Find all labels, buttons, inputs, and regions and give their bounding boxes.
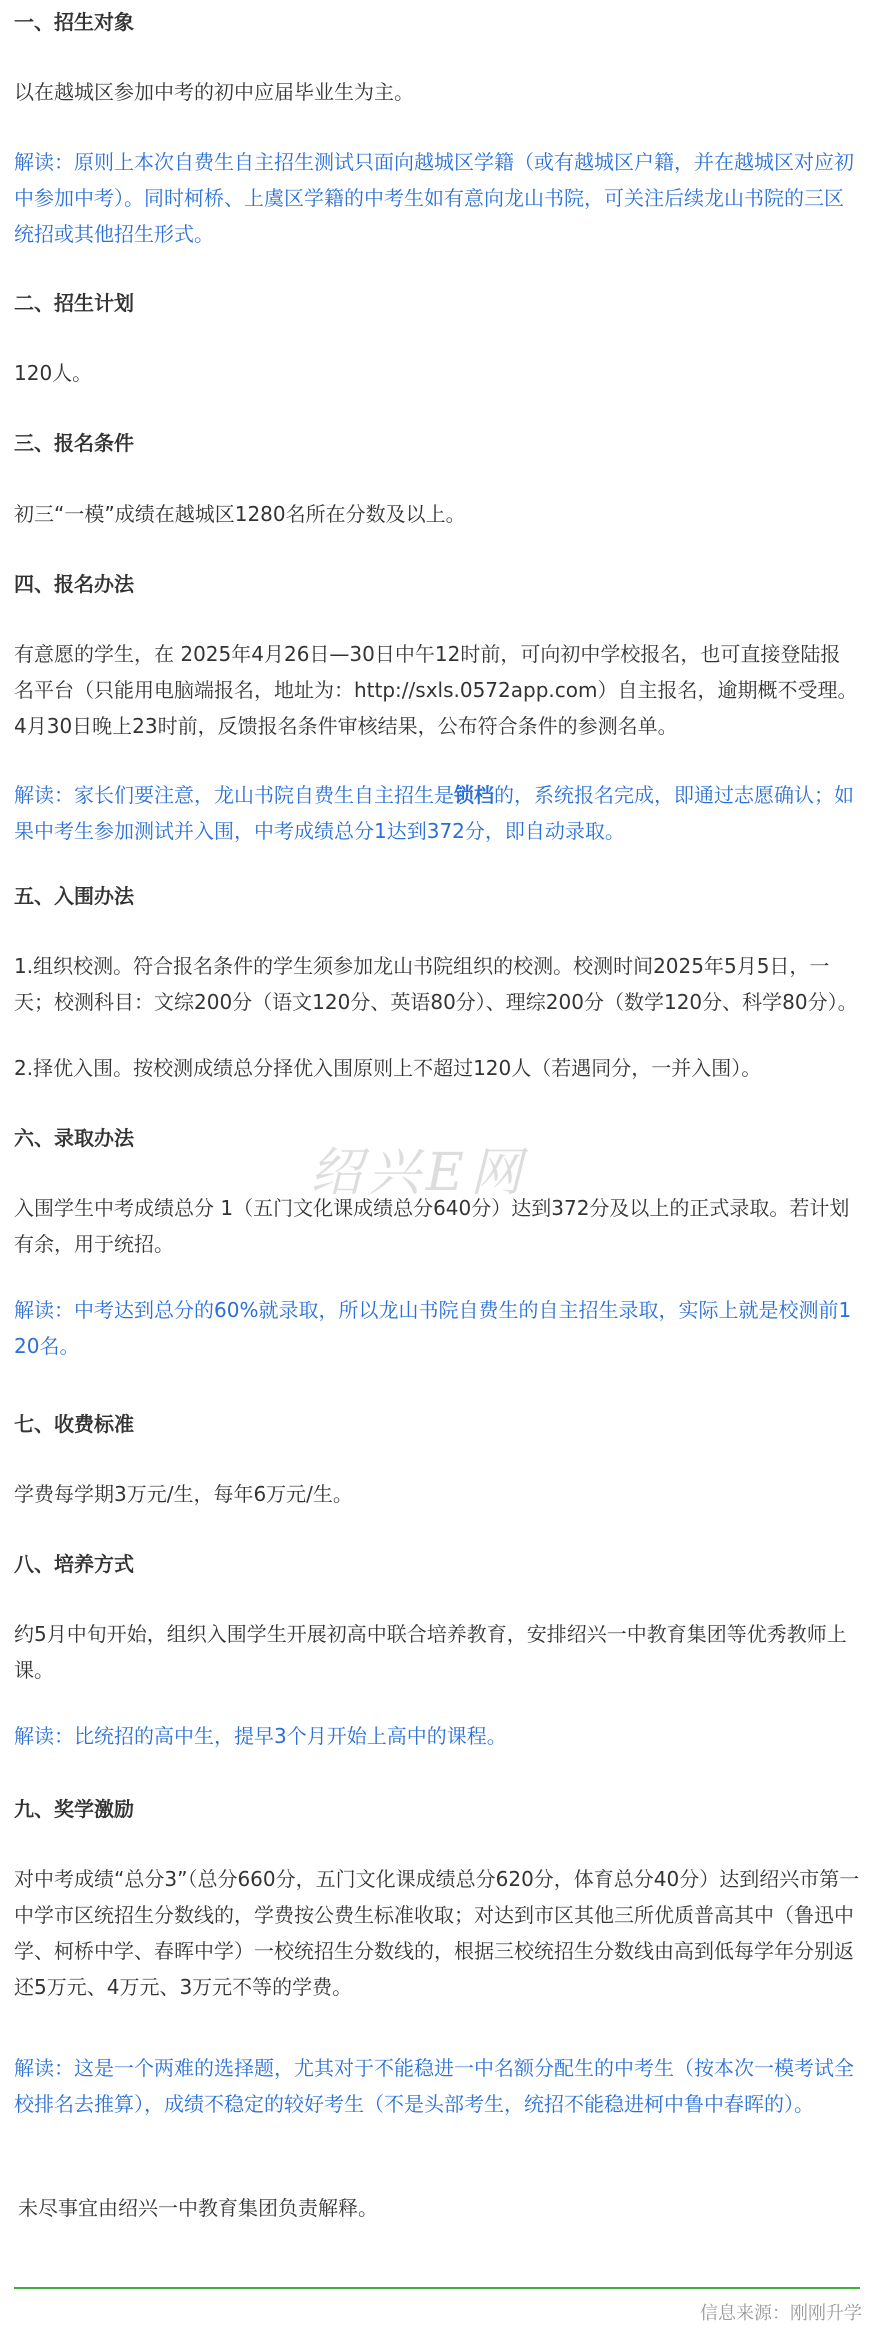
section-1-heading: 一、招生对象	[14, 10, 134, 34]
section-6-paragraph: 入围学生中考成绩总分 1（五门文化课成绩总分640分）达到372分及以上的正式录取。若计划有余，用于统招。	[14, 1196, 850, 1256]
section-5-heading: 五、入围办法	[14, 884, 134, 908]
section-5-paragraph-1: 1.组织校测。符合报名条件的学生须参加龙山书院组织的校测。校测时间2025年5月5日，一天；校测科目：文综200分（语文120分、英语80分）、理综200分（数学120分、科学80分）。	[14, 954, 858, 1014]
section-9-heading: 九、奖学激励	[14, 1797, 134, 1821]
section-6-note: 解读：中考达到总分的60%就录取，所以龙山书院自费生的自主招生录取，实际上就是校测前120名。	[14, 1298, 852, 1358]
section-7-heading: 七、收费标准	[14, 1412, 134, 1436]
section-8-paragraph: 约5月中旬开始，组织入围学生开展初高中联合培养教育，安排绍兴一中教育集团等优秀教师上课。	[14, 1622, 847, 1682]
section-9-note: 解读：这是一个两难的选择题，尤其对于不能稳进一中名额分配生的中考生（按本次一模考试全校排名去推算），成绩不稳定的较好考生（不是头部考生，统招不能稳进柯中鲁中春晖的）。	[14, 2056, 854, 2116]
section-2-paragraph: 120人。	[14, 361, 93, 385]
section-3-paragraph: 初三“一模”成绩在越城区1280名所在分数及以上。	[14, 502, 466, 526]
section-4-paragraph: 有意愿的学生，在 2025年4月26日—30日中午12时前，可向初中学校报名，也可直接登陆报名平台（只能用电脑端报名，地址为：http://sxls.0572app.com）自主报名，逾期概不受理。4月30日晚上23时前，反馈报名条件审核结果，公布符合条件的参测名单。	[14, 642, 858, 738]
section-1-paragraph: 以在越城区参加中考的初中应届毕业生为主。	[14, 80, 414, 104]
section-8-heading: 八、培养方式	[14, 1552, 134, 1576]
section-3-heading: 三、报名条件	[14, 431, 134, 455]
section-9-paragraph: 对中考成绩“总分3”（总分660分，五门文化课成绩总分620分，体育总分40分）达到绍兴市第一中学市区统招生分数线的，学费按公费生标准收取；对达到市区其他三所优质普高其中（鲁迅中学、柯桥中学、春晖中学）一校统招生分数线的，根据三校统招生分数线由高到低每学年分别返还5万元、4万元、3万元不等的学费。	[14, 1867, 860, 1999]
section-4-note	[14, 777, 860, 849]
section-4-note-after: 的，系统报名完成，即通过志愿确认；如果中考生参加测试并入围，中考成绩总分1达到372分，即自动录取。	[14, 783, 854, 843]
section-1-note: 解读：原则上本次自费生自主招生测试只面向越城区学籍（或有越城区户籍，并在越城区对应初中参加中考）。同时柯桥、上虞区学籍的中考生如有意向龙山书院，可关注后续龙山书院的三区统招或其他招生形式。	[14, 150, 854, 246]
section-5-paragraph-2: 2.择优入围。按校测成绩总分择优入围原则上不超过120人（若遇同分，一并入围）。	[14, 1056, 762, 1080]
section-4-heading: 四、报名办法	[14, 572, 134, 596]
section-4-note-before: 解读：家长们要注意，龙山书院自费生自主招生是	[14, 783, 454, 807]
source-credit: 信息来源：刚刚升学	[700, 2303, 862, 2324]
section-8-note: 解读：比统招的高中生，提早3个月开始上高中的课程。	[14, 1724, 507, 1748]
section-4-note-bold: 锁档	[454, 783, 494, 807]
section-7-paragraph: 学费每学期3万元/生，每年6万元/生。	[14, 1482, 353, 1506]
section-6-heading: 六、录取办法	[14, 1126, 134, 1150]
site-watermark: 绍兴E网	[310, 1143, 528, 1203]
closing-statement: 未尽事宜由绍兴一中教育集团负责解释。	[18, 2196, 378, 2220]
section-2-heading: 二、招生计划	[14, 291, 134, 315]
footer-divider	[14, 2287, 860, 2289]
